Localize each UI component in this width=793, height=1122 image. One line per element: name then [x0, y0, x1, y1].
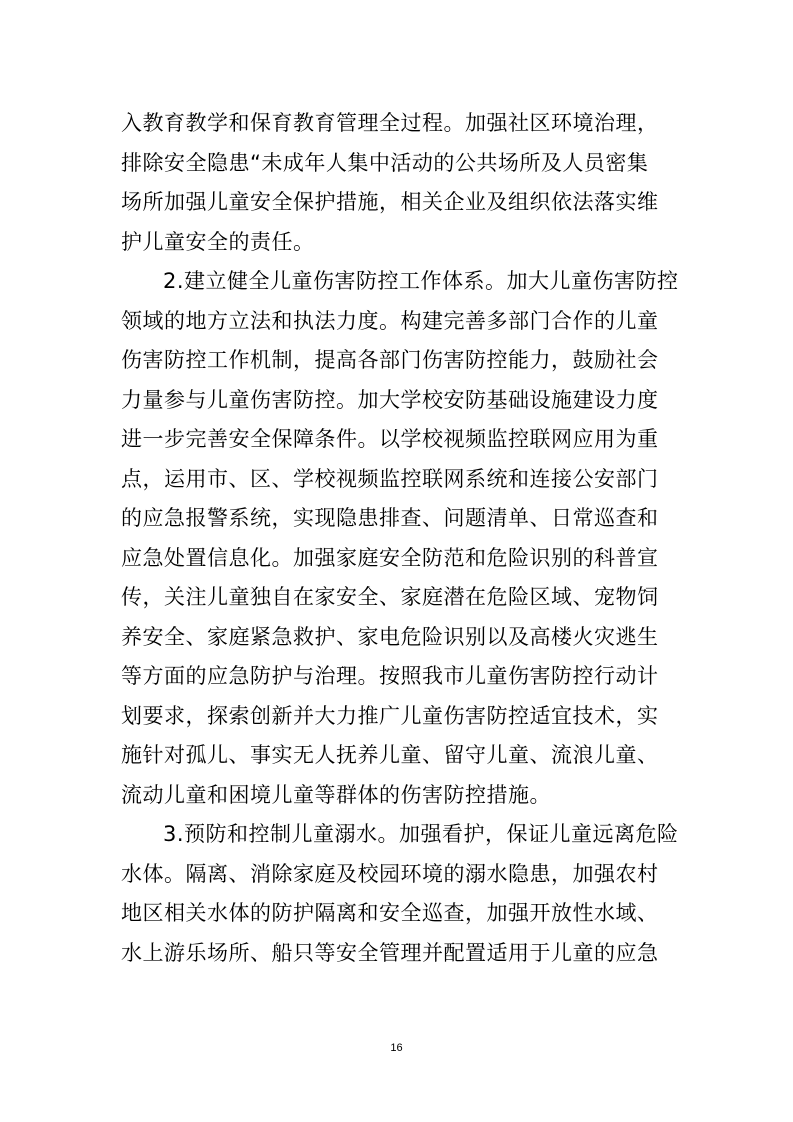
text-line: 养安全、家庭紧急救护、家电危险识别以及高楼火灾逃生 — [121, 624, 659, 649]
text-line: 领域的地方立法和执法力度。构建完善多部门合作的儿童 — [121, 308, 659, 333]
text-line: 传，关注儿童独自在家安全、家庭潜在危险区域、宠物饲 — [121, 585, 659, 609]
text-line: 水体。隔离、消除家庭及校园环境的溺水隐患，加强农村 — [121, 861, 659, 886]
text-line: 地区相关水体的防护隔离和安全巡查，加强开放性水域、 — [121, 901, 659, 925]
text-line: 水上游乐场所、船只等安全管理并配置适用于儿童的应急 — [121, 940, 659, 965]
text-line: 2.建立健全儿童伤害防控工作体系。加大儿童伤害防控 — [163, 269, 679, 293]
text-line: 力量参与儿童伤害防控。加大学校安防基础设施建设力度 — [121, 387, 659, 412]
text-line: 3.预防和控制儿童溺水。加强看护，保证儿童远离危险 — [163, 822, 679, 846]
text-line: 护儿童安全的责任。 — [121, 229, 315, 254]
text-line: 流动儿童和困境儿童等群体的伤害防控措施。 — [121, 782, 551, 807]
page-number: 16 — [390, 1042, 403, 1054]
text-line: 进一步完善安全保障条件。以学校视频监控联网应用为重 — [121, 427, 659, 451]
body-text — [121, 104, 681, 973]
text-line: 场所加强儿童安全保护措施，相关企业及组织依法落实维 — [121, 190, 659, 214]
text-line: 排除安全隐患“未成年人集中活动的公共场所及人员密集 — [121, 150, 649, 175]
text-line: 应急处置信息化。加强家庭安全防范和危险识别的科普宣 — [121, 545, 659, 570]
text-line: 划要求，探索创新并大力推广儿童伤害防控适宜技术，实 — [121, 703, 659, 728]
text-line: 等方面的应急防护与治理。按照我市儿童伤害防控行动计 — [121, 664, 659, 688]
text-line: 施针对孤儿、事实无人抚养儿童、留守儿童、流浪儿童、 — [121, 743, 659, 767]
text-line: 伤害防控工作机制，提高各部门伤害防控能力，鼓励社会 — [121, 348, 659, 372]
text-line: 点，运用市、区、学校视频监控联网系统和连接公安部门 — [121, 466, 659, 491]
text-line: 入教育教学和保育教育管理全过程。加强社区环境治理， — [121, 111, 659, 135]
text-line: 的应急报警系统，实现隐患排查、问题清单、日常巡查和 — [121, 506, 659, 530]
